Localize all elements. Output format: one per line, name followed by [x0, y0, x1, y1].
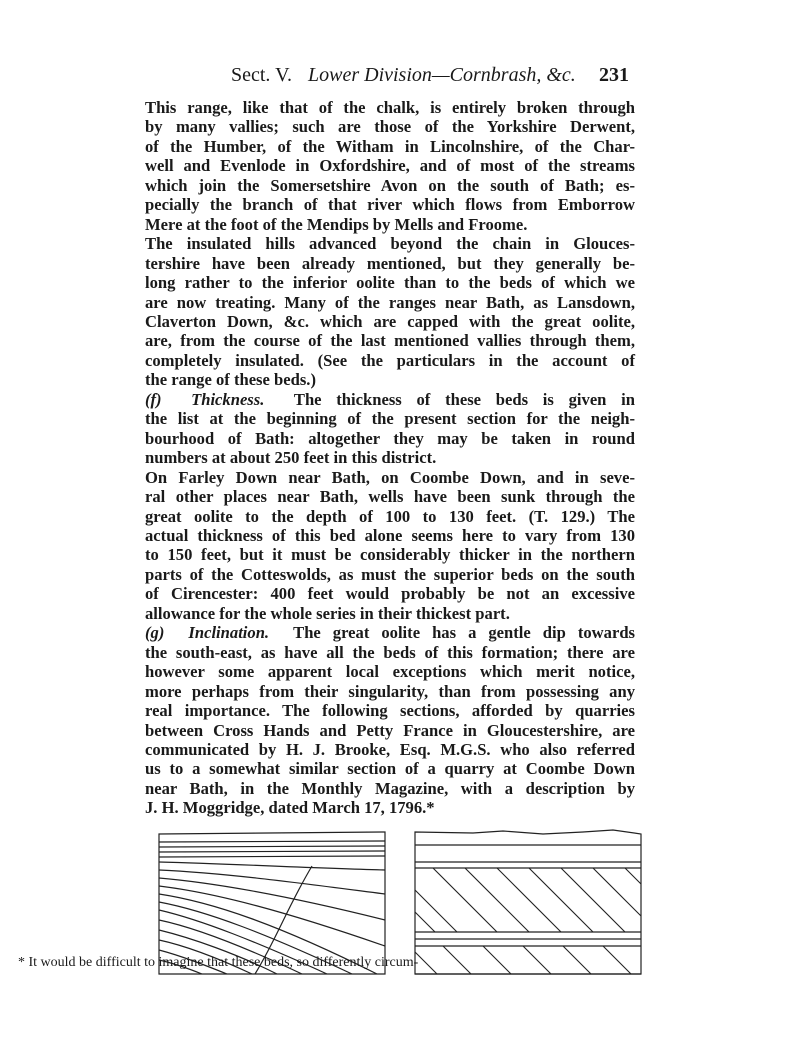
text-line: The insulated hills advanced beyond the chain in Glouces- [145, 234, 635, 254]
text-line: J. H. Moggridge, dated March 17, 1796.* [145, 798, 435, 818]
paragraph [145, 468, 635, 624]
text-line: the range of these beds.) [145, 370, 316, 390]
left-quarry-section [157, 828, 387, 976]
text-line: communicated by H. J. Brooke, Esq. M.G.S. who also referred [145, 739, 635, 759]
paragraph [145, 623, 635, 818]
page-number: 231 [599, 64, 629, 86]
section-label: Sect. V. [231, 64, 292, 86]
text-line: numbers at about 250 feet in this district. [145, 448, 437, 468]
text-line: however some apparent local exceptions which merit notice, [145, 662, 635, 682]
right-quarry-section [413, 828, 643, 976]
text-line: actual thickness of this bed alone seems here to vary from 130 [145, 525, 635, 545]
text-line: allowance for the whole series in their thickest part. [145, 603, 510, 623]
text-line: Claverton Down, &c. which are capped with the great oolite, [145, 311, 635, 331]
text-line: by many vallies; such are those of the Yorkshire Derwent, [145, 117, 635, 137]
text-line: parts of the Cotteswolds, as must the superior beds on the south [145, 564, 635, 584]
text-line: pecially the branch of that river which flows from Emborrow [145, 195, 635, 215]
text-line: This range, like that of the chalk, is entirely broken through [145, 98, 635, 117]
running-title: Lower Division—Cornbrash, &c. [308, 64, 576, 86]
text-line [145, 623, 635, 642]
text-line: completely insulated. (See the particulars in the account of [145, 350, 635, 370]
body-text [145, 98, 635, 818]
text-line: the list at the beginning of the present section for the neigh- [145, 409, 635, 429]
text-line: of the Humber, of the Witham in Lincolnshire, of the Char- [145, 136, 635, 156]
text-line: near Bath, in the Monthly Magazine, with a description by [145, 778, 635, 798]
text-line-rest: The great oolite has a gentle dip towards [293, 623, 636, 643]
subsection-title: Thickness. [191, 389, 265, 409]
text-line: of Cirencester: 400 feet would probably be not an excessive [145, 584, 635, 604]
section-marker: (f) [145, 389, 162, 409]
text-line-rest: The thickness of these beds is given in [293, 389, 635, 409]
text-line: which join the Somersetshire Avon on the south of Bath; es- [145, 175, 635, 195]
text-line: bourhood of Bath: altogether they may be taken in round [145, 428, 635, 448]
section-marker: (g) [145, 623, 165, 643]
text-line: us to a somewhat similar section of a quarry at Coombe Down [145, 759, 635, 779]
text-line: between Cross Hands and Petty France in Gloucestershire, are [145, 720, 635, 740]
footnote: * It would be difficult to imagine that these beds, so differently circum- [18, 955, 419, 970]
running-head [145, 58, 635, 98]
text-line: more perhaps from their singularity, than from possessing any [145, 681, 635, 701]
text-line: On Farley Down near Bath, on Coombe Down, and in seve- [145, 467, 635, 487]
text-line: ral other places near Bath, wells have been sunk through the [145, 487, 635, 507]
paragraph [145, 98, 635, 234]
subsection-title: Inclination. [188, 623, 270, 643]
text-line: Mere at the foot of the Mendips by Mells and Froome. [145, 214, 528, 234]
paragraph [145, 234, 635, 390]
page [145, 58, 635, 978]
text-line: are now treating. Many of the ranges near Bath, as Lansdown, [145, 292, 635, 312]
text-line: real importance. The following sections, afforded by quarries [145, 701, 635, 721]
paragraph [145, 390, 635, 468]
text-line: tershire have been already mentioned, but they generally be- [145, 253, 635, 273]
text-line: are, from the course of the last mentioned vallies through them, [145, 331, 635, 351]
text-line: to 150 feet, but it must be considerably thicker in the northern [145, 545, 635, 565]
text-line [145, 390, 635, 409]
text-line: well and Evenlode in Oxfordshire, and of most of the streams [145, 156, 635, 176]
text-line: great oolite to the depth of 100 to 130 feet. (T. 129.) The [145, 506, 635, 526]
text-line: long rather to the inferior oolite than to the beds of which we [145, 273, 635, 293]
text-line: the south-east, as have all the beds of this formation; there are [145, 642, 635, 662]
